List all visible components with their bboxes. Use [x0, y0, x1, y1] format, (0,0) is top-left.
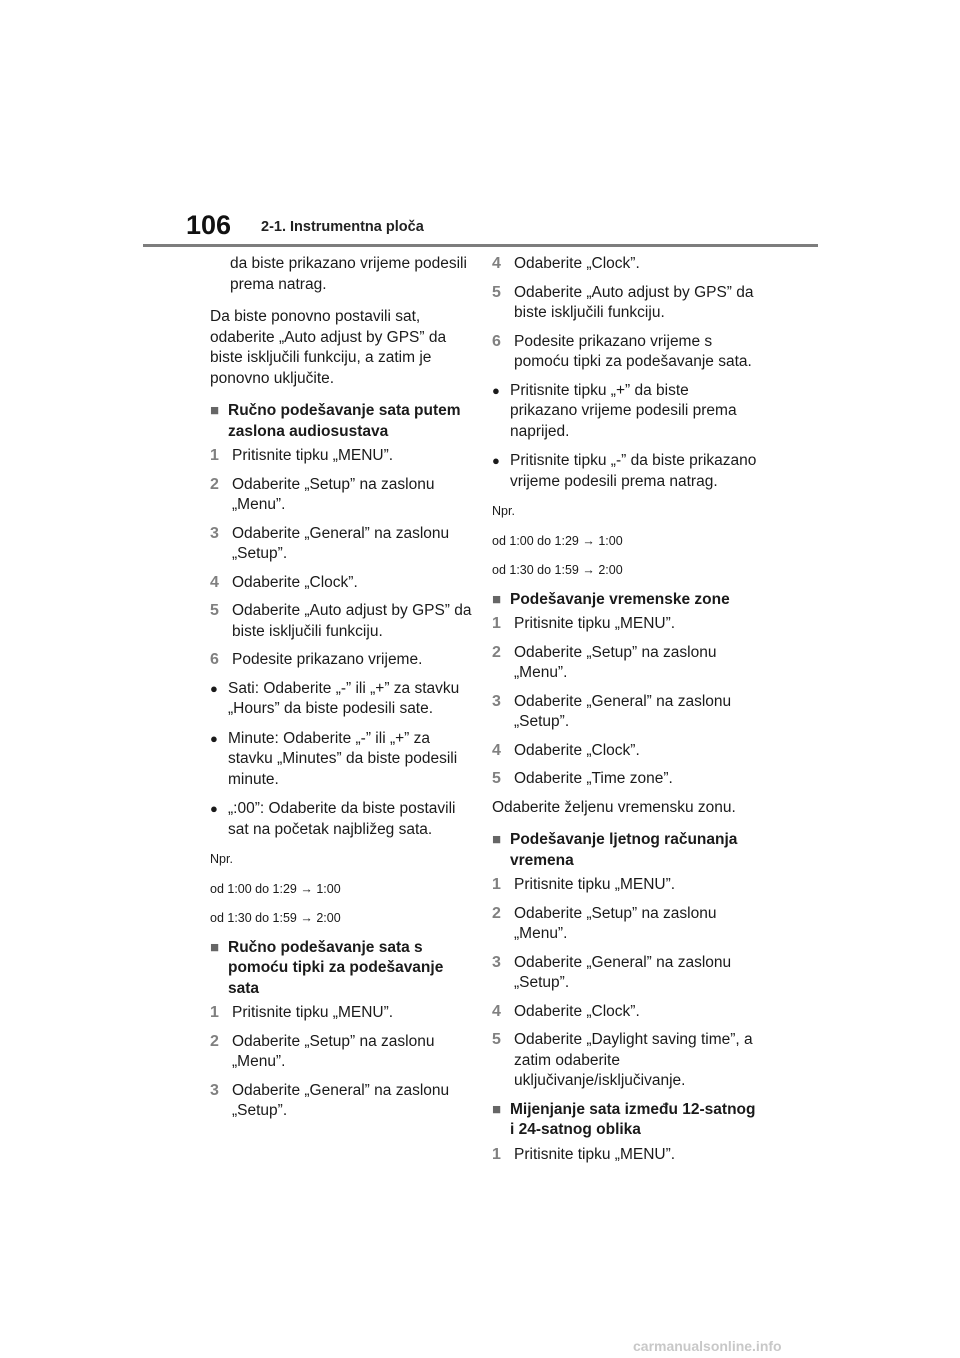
subsection-heading	[210, 938, 472, 1000]
bullet-dot-icon: ●	[210, 801, 218, 816]
step-item	[492, 769, 760, 790]
step-number: 2	[210, 475, 219, 493]
step-number: 3	[492, 953, 501, 971]
step-number: 5	[492, 1031, 501, 1048]
step-text: Podesite prikazano vrijeme s pomoću tipki za podešavanje sata.	[514, 332, 752, 370]
paragraph: Odaberite željenu vremensku zonu.	[492, 798, 736, 816]
square-bullet-icon: ■	[492, 590, 502, 608]
bullet-item	[210, 799, 472, 840]
step-item	[492, 953, 760, 994]
left-column	[210, 254, 472, 1130]
step-number: 3	[210, 524, 219, 542]
bullet-text: Pritisnite tipku „-” da biste prikazano vrijeme podesili prema natrag.	[510, 452, 757, 490]
step-number: 5	[210, 602, 219, 619]
bullet-dot-icon: ●	[210, 680, 218, 696]
step-number: 4	[210, 573, 219, 591]
step-text: Odaberite „General” na zaslonu „Setup”.	[232, 524, 450, 562]
step-item	[210, 601, 472, 642]
step-number: 4	[492, 1002, 501, 1020]
step-text: Pritisnite tipku „MENU”.	[232, 447, 394, 464]
square-bullet-icon: ■	[492, 831, 502, 848]
subsection-heading	[210, 401, 472, 442]
section-title: 2-1. Instrumentna ploča	[261, 219, 424, 235]
heading-text: Mijenjanje sata između 12-satnog i 24-satnog oblika	[510, 1100, 756, 1138]
step-item	[492, 1030, 760, 1092]
step-item	[492, 643, 760, 684]
heading-text: Podešavanje ljetnog računanja vremena	[510, 831, 738, 869]
step-text: Podesite prikazano vrijeme.	[232, 651, 423, 668]
step-number: 6	[210, 651, 219, 668]
step-item	[492, 875, 760, 896]
step-text: Odaberite „Auto adjust by GPS” da biste isključili funkciju.	[514, 283, 754, 321]
example-text: Npr.	[492, 504, 515, 518]
step-text: Odaberite „General” na zaslonu „Setup”.	[514, 692, 732, 730]
bullet-item	[210, 729, 472, 791]
example-text: od 1:00 do 1:29 → 1:00	[492, 533, 623, 548]
step-text: Odaberite „General” na zaslonu „Setup”.	[514, 953, 732, 991]
step-text: Pritisnite tipku „MENU”.	[514, 615, 676, 632]
step-text: Odaberite „Daylight saving time”, a zatim odaberite uključivanje/isključivanje.	[514, 1031, 753, 1089]
step-item	[210, 650, 472, 671]
step-item	[492, 1145, 760, 1166]
bullet-dot-icon: ●	[492, 382, 500, 398]
step-number: 6	[492, 332, 501, 350]
step-number: 1	[492, 1145, 501, 1163]
bullet-text: Minute: Odaberite „-” ili „+” za stavku „Minutes” da biste podesili minute.	[228, 729, 458, 788]
step-item	[210, 446, 472, 467]
step-number: 1	[492, 876, 501, 893]
example-text: od 1:30 do 1:59 → 2:00	[492, 563, 623, 577]
square-bullet-icon: ■	[492, 1100, 502, 1118]
bullet-text: Sati: Odaberite „-” ili „+” za stavku „Hours” da biste podesili sate.	[228, 679, 460, 717]
step-item	[210, 1032, 472, 1073]
step-item	[210, 1003, 472, 1024]
example-text: Npr.	[210, 852, 233, 866]
step-item	[492, 614, 760, 635]
step-text: Odaberite „Time zone”.	[514, 770, 673, 787]
step-text: Pritisnite tipku „MENU”.	[232, 1004, 394, 1021]
bullet-text: Pritisnite tipku „+” da biste prikazano vrijeme podesili prema naprijed.	[510, 381, 737, 440]
watermark-text: carmanualsonline.info	[633, 1338, 782, 1354]
step-text: Odaberite „General” na zaslonu „Setup”.	[232, 1081, 450, 1119]
step-number: 5	[492, 283, 501, 301]
step-item	[492, 741, 760, 762]
bullet-dot-icon: ●	[210, 730, 218, 746]
step-text: Odaberite „Auto adjust by GPS” da biste isključili funkciju.	[232, 602, 472, 640]
step-number: 4	[492, 255, 501, 272]
step-item	[210, 524, 472, 565]
step-item	[492, 1002, 760, 1023]
step-item	[492, 904, 760, 945]
bullet-item	[492, 381, 760, 443]
heading-text: Ručno podešavanje sata s pomoću tipki za podešavanje sata	[228, 938, 444, 997]
step-text: Odaberite „Clock”.	[514, 255, 640, 272]
step-number: 1	[210, 1004, 219, 1021]
step-item	[210, 475, 472, 516]
header-rule	[143, 244, 818, 247]
heading-text: Ručno podešavanje sata putem zaslona audiosustava	[228, 402, 461, 440]
step-number: 4	[492, 741, 501, 759]
step-number: 5	[492, 770, 501, 787]
paragraph: da biste prikazano vrijeme podesili prema natrag.	[230, 255, 467, 293]
page-number: 106	[186, 210, 232, 240]
heading-text: Podešavanje vremenske zone	[510, 590, 730, 608]
bullet-item	[210, 679, 472, 720]
step-item	[492, 332, 760, 373]
example-text: od 1:00 do 1:29 → 1:00	[210, 881, 341, 896]
bullet-item	[492, 451, 760, 492]
step-number: 2	[492, 904, 501, 922]
step-number: 3	[492, 692, 501, 710]
step-text: Pritisnite tipku „MENU”.	[514, 1145, 676, 1163]
step-item	[492, 283, 760, 324]
step-number: 1	[210, 447, 219, 464]
step-number: 2	[210, 1032, 219, 1050]
bullet-text: „:00”: Odaberite da biste postavili sat na početak najbližeg sata.	[228, 800, 456, 838]
square-bullet-icon: ■	[210, 938, 220, 956]
step-text: Odaberite „Clock”.	[514, 1002, 640, 1020]
square-bullet-icon: ■	[210, 402, 220, 419]
step-item	[492, 692, 760, 733]
paragraph: Da biste ponovno postavili sat, odaberite „Auto adjust by GPS” da biste isključili funkciju, a zatim je ponovno uključite.	[210, 308, 447, 387]
step-text: Odaberite „Setup” na zaslonu „Menu”.	[514, 643, 717, 681]
step-text: Odaberite „Setup” na zaslonu „Menu”.	[232, 475, 435, 513]
step-text: Odaberite „Setup” na zaslonu „Menu”.	[232, 1032, 435, 1070]
step-number: 3	[210, 1081, 219, 1099]
step-number: 1	[492, 615, 501, 632]
step-item	[210, 1081, 472, 1122]
step-item	[210, 573, 472, 594]
step-number: 2	[492, 643, 501, 661]
step-text: Odaberite „Clock”.	[232, 573, 358, 591]
subsection-heading	[492, 1100, 760, 1141]
step-item	[492, 254, 760, 275]
example-text: od 1:30 do 1:59 → 2:00	[210, 911, 341, 925]
bullet-dot-icon: ●	[492, 453, 500, 468]
right-column	[492, 254, 760, 1173]
subsection-heading	[492, 830, 760, 871]
step-text: Pritisnite tipku „MENU”.	[514, 876, 676, 893]
step-text: Odaberite „Clock”.	[514, 741, 640, 759]
subsection-heading	[492, 590, 760, 611]
step-text: Odaberite „Setup” na zaslonu „Menu”.	[514, 904, 717, 942]
